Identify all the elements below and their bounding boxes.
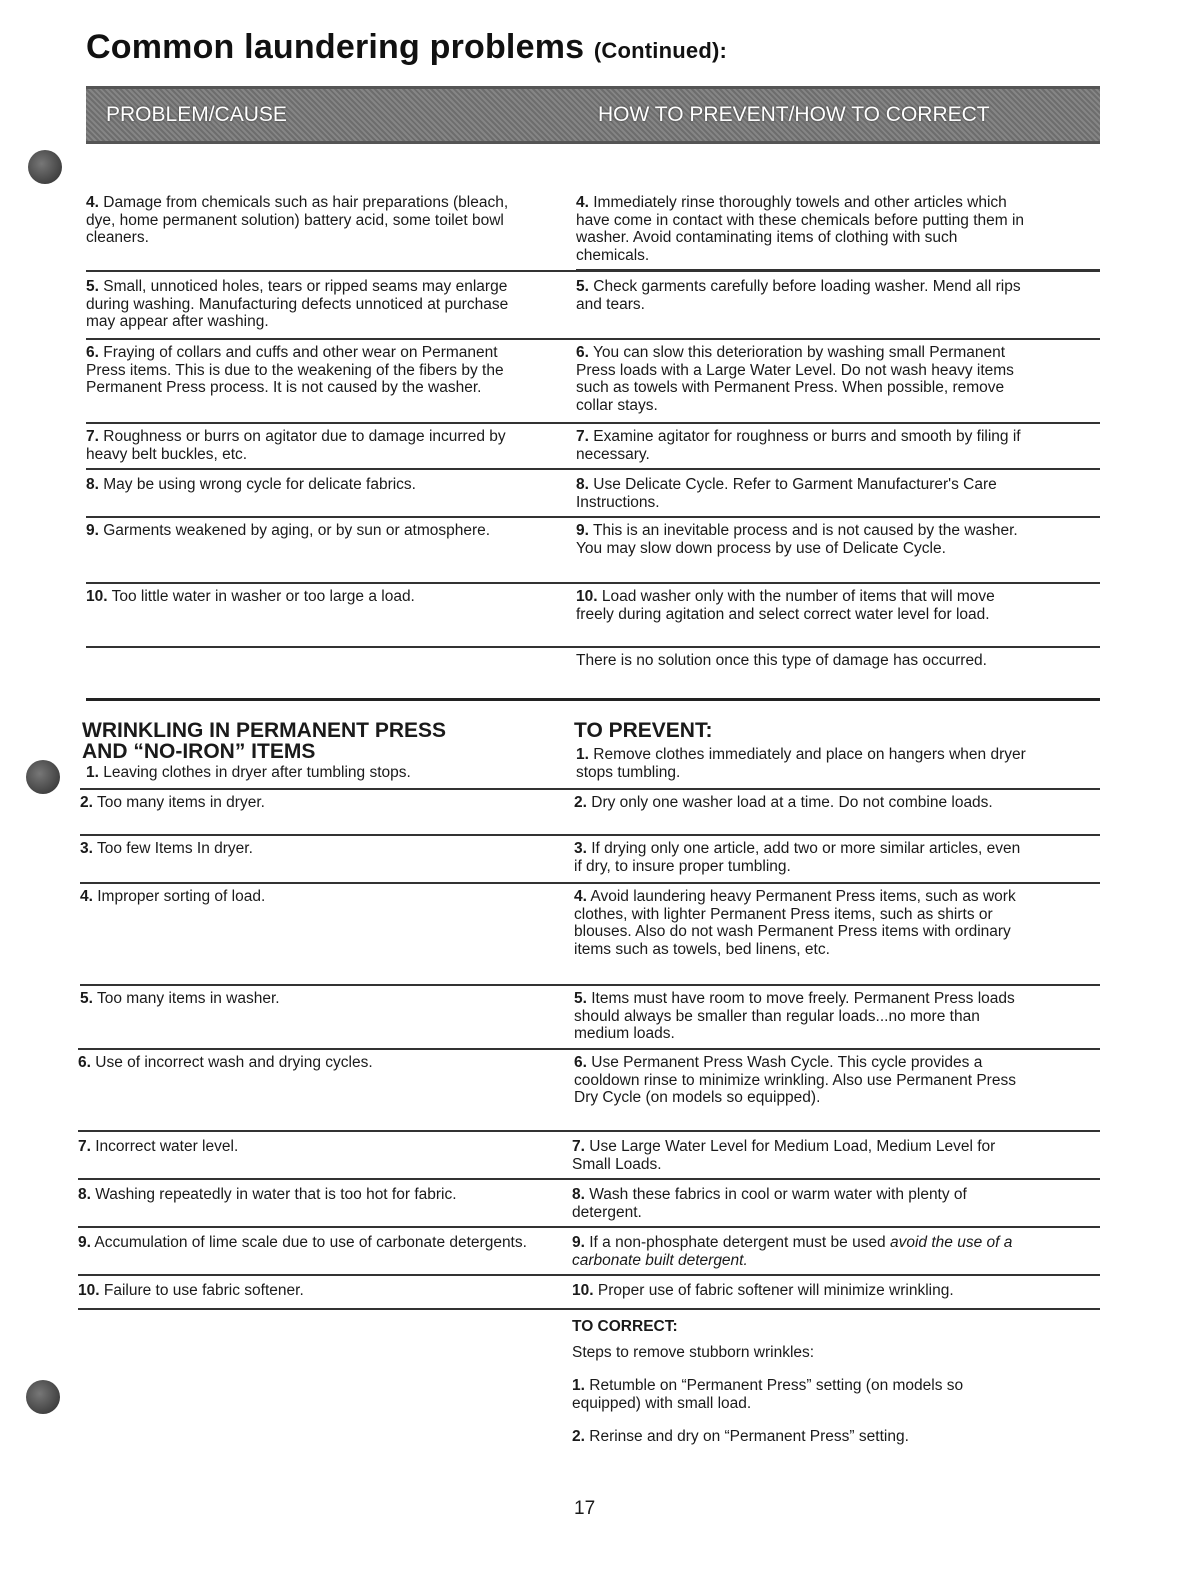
cause-cell: 6. Fraying of collars and cuffs and other wear on Permanent Press items. This is due to the weakening of the fibers by the Permanent Press process. It is not caused by the washer. xyxy=(86,344,504,396)
to-prevent-heading: TO PREVENT: xyxy=(574,719,713,742)
title-suffix: (Continued): xyxy=(593,38,728,63)
solution-cell: 10. Load washer only with the number of items that will move freely during agitation and select correct water level for load. xyxy=(576,588,995,623)
to-correct-step: 2. Rerinse and dry on “Permanent Press” setting. xyxy=(572,1428,909,1445)
binder-hole-icon xyxy=(28,150,62,184)
page-title xyxy=(86,28,727,67)
cause-cell: 6. Use of incorrect wash and drying cycles. xyxy=(78,1054,373,1071)
page-number: 17 xyxy=(574,1498,596,1519)
to-correct-section xyxy=(572,1318,1092,1446)
table-row xyxy=(576,186,1100,270)
solution-cell: 9. This is an inevitable process and is not caused by the washer. You may slow down process by use of Delicate Cycle. xyxy=(576,522,1018,557)
cause-cell: 7. Roughness or burrs on agitator due to damage incurred by heavy belt buckles, etc. xyxy=(86,428,506,463)
solution-cell: 5. Check garments carefully before loading washer. Mend all rips and tears. xyxy=(576,278,1021,313)
to-correct-step: 1. Retumble on “Permanent Press” setting (on models so equipped) with small load. xyxy=(572,1377,964,1412)
solution-cell: 1. Remove clothes immediately and place on hangers when dryer stops tumbling. xyxy=(576,746,1026,781)
solution-cell: 6. You can slow this deterioration by washing small Permanent Press loads with a Large Water Level. Do not wash heavy items such as towels with Permanent Press. When possible, remove collar stays. xyxy=(576,344,1014,414)
cause-cell: 3. Too few Items In dryer. xyxy=(80,840,253,857)
title-text: Common laundering problems xyxy=(86,28,585,66)
cause-cell: 10. Too little water in washer or too large a load. xyxy=(86,588,415,605)
cause-cell: 4. Damage from chemicals such as hair preparations (bleach, dye, home permanent solution) battery acid, some toilet bowl cleaners. xyxy=(86,194,509,246)
cause-cell: 5. Too many items in washer. xyxy=(80,990,280,1007)
wrinkling-heading: WRINKLING IN PERMANENT PRESS AND “NO-IRON” ITEMS xyxy=(82,719,447,763)
solution-cell: 9. If a non-phosphate detergent must be used avoid the use of a carbonate built detergent. xyxy=(572,1234,1013,1269)
solution-cell: 4. Avoid laundering heavy Permanent Press items, such as work clothes, with lighter Permanent Press items, such as shirts or blouses. Also do not wash Permanent Press items with ordinary items such as towels, bed linens, etc. xyxy=(574,888,1016,958)
cause-cell: 1. Leaving clothes in dryer after tumbling stops. xyxy=(86,764,411,781)
solution-cell: 5. Items must have room to move freely. Permanent Press loads should always be smaller than regular loads...no more than medium loads. xyxy=(574,990,1015,1042)
to-correct-heading: TO CORRECT: xyxy=(572,1318,678,1335)
solution-cell: 3. If drying only one article, add two or more similar articles, even if dry, to insure proper tumbling. xyxy=(574,840,1021,875)
cause-cell: 8. Washing repeatedly in water that is too hot for fabric. xyxy=(78,1186,457,1203)
section-divider xyxy=(86,698,1100,701)
solution-cell: There is no solution once this type of damage has occurred. xyxy=(576,652,987,669)
binder-hole-icon xyxy=(26,760,60,794)
header-problem-cause: PROBLEM/CAUSE xyxy=(106,103,287,126)
damage-section xyxy=(0,186,1204,669)
solution-cell: 10. Proper use of fabric softener will minimize wrinkling. xyxy=(572,1282,954,1299)
solution-cell: 7. Use Large Water Level for Medium Load, Medium Level for Small Loads. xyxy=(572,1138,996,1173)
to-correct-intro: Steps to remove stubborn wrinkles: xyxy=(572,1343,815,1361)
binder-hole-icon xyxy=(26,1380,60,1414)
cause-cell: 7. Incorrect water level. xyxy=(78,1138,239,1155)
header-prevent-correct: HOW TO PREVENT/HOW TO CORRECT xyxy=(598,103,990,126)
cause-cell: 4. Improper sorting of load. xyxy=(80,888,266,905)
cause-cell: 2. Too many items in dryer. xyxy=(80,794,265,811)
solution-cell: 8. Wash these fabrics in cool or warm water with plenty of detergent. xyxy=(572,1186,967,1221)
solution-cell: 8. Use Delicate Cycle. Refer to Garment Manufacturer's Care Instructions. xyxy=(576,476,997,511)
solution-cell: 2. Dry only one washer load at a time. Do not combine loads. xyxy=(574,794,993,811)
solution-cell: 4. Immediately rinse thoroughly towels and other articles which have come in contact with these chemicals before putting them in washer. Avoid contaminating items of clothing with such chemicals. xyxy=(576,194,1025,264)
cause-cell: 10. Failure to use fabric softener. xyxy=(78,1282,304,1299)
cause-cell: 8. May be using wrong cycle for delicate fabrics. xyxy=(86,476,416,493)
cause-cell: 5. Small, unnoticed holes, tears or ripped seams may enlarge during washing. Manufacturing defects unnoticed at purchase may appear after washing. xyxy=(86,278,509,330)
cause-cell: 9. Accumulation of lime scale due to use of carbonate detergents. xyxy=(78,1234,527,1251)
solution-cell: 6. Use Permanent Press Wash Cycle. This cycle provides a cooldown rinse to minimize wrinkling. Also use Permanent Press Dry Cycle (on models so equipped). xyxy=(574,1054,1016,1106)
cause-cell: 9. Garments weakened by aging, or by sun or atmosphere. xyxy=(86,522,491,539)
solution-cell: 7. Examine agitator for roughness or burrs and smooth by filing if necessary. xyxy=(576,428,1021,463)
column-header-bar xyxy=(86,86,1100,144)
